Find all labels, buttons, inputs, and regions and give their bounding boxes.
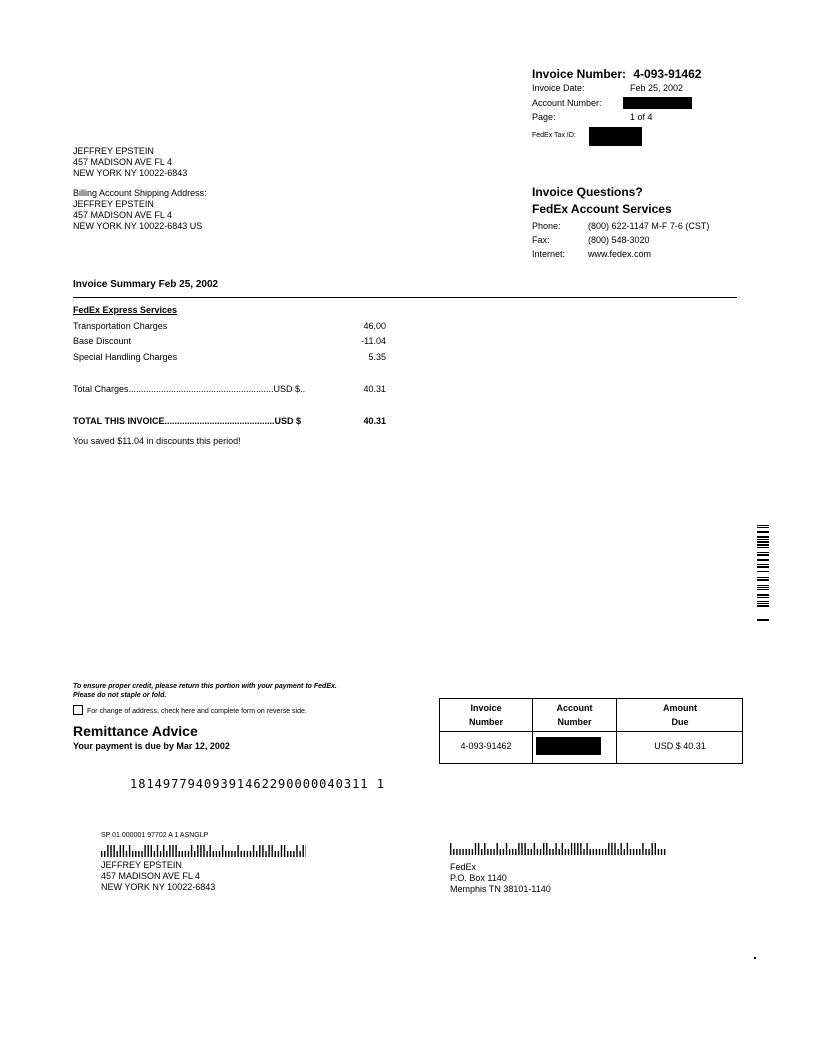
account-number-label: Account Number: [532, 98, 602, 108]
recipient-city: Memphis TN 38101-1140 [450, 884, 551, 894]
account-number-header [533, 701, 616, 729]
invoice-number-label: Invoice Number: [532, 67, 627, 81]
postal-bar [157, 845, 158, 857]
postal-bar [126, 851, 127, 857]
total-invoice-label: TOTAL THIS INVOICE............................................USD $ [73, 416, 302, 426]
barcode-bar [757, 603, 769, 604]
postal-bar [571, 843, 572, 855]
sender-postal-barcode [101, 845, 306, 857]
postal-bar [144, 845, 145, 857]
postal-bar [506, 843, 507, 855]
header-line: Invoice [470, 703, 502, 713]
postal-bar [135, 851, 136, 857]
postal-bar [534, 843, 535, 855]
phone-label: Phone: [532, 221, 561, 231]
address-change-label: For change of address, check here and complete form on reverse side. [87, 708, 307, 715]
postal-bar [555, 843, 556, 855]
postal-bar [528, 849, 529, 855]
postal-bar [493, 849, 494, 855]
postal-bar [602, 849, 603, 855]
postal-bar [172, 845, 173, 857]
barcode-bar [757, 619, 769, 621]
savings-message: You saved $11.04 in discounts this period! [73, 436, 241, 446]
total-charges-value: 40.31 [363, 384, 386, 394]
postal-bar [562, 843, 563, 855]
barcode-bar [757, 554, 769, 556]
postal-bar [228, 851, 229, 857]
postal-bar [500, 849, 501, 855]
postal-bar [490, 849, 491, 855]
postal-bar [608, 843, 609, 855]
barcode-bar [757, 601, 769, 602]
table-account-redaction [536, 737, 601, 755]
barcode-bar [757, 585, 769, 586]
page-mark [754, 957, 756, 959]
postal-bar [268, 845, 269, 857]
postal-bar [648, 849, 649, 855]
postal-bar [138, 851, 139, 857]
barcode-bar [757, 594, 769, 596]
ocr-scanline: 18149779409391462290000040311 1 [130, 777, 385, 791]
bill-to-city: NEW YORK NY 10022-6843 [73, 168, 188, 178]
postal-bar [123, 845, 124, 857]
fax-value: (800) 548-3020 [588, 235, 650, 245]
postal-bar [244, 851, 245, 857]
invoice-number-value: 4-093-91462 [633, 67, 702, 81]
postal-bar [284, 845, 285, 857]
postal-bar [120, 845, 121, 857]
recipient-postal-barcode [450, 843, 667, 855]
payment-due: Your payment is due by Mar 12, 2002 [73, 741, 230, 751]
postal-bar [275, 851, 276, 857]
postal-bar [574, 843, 575, 855]
sender-mailing-address [101, 860, 215, 893]
postal-bar [497, 843, 498, 855]
postal-bar [611, 843, 612, 855]
header-line: Number [468, 717, 503, 727]
postal-bar [484, 843, 485, 855]
postal-bar [586, 843, 587, 855]
postal-bar [272, 845, 273, 857]
postal-bar [450, 843, 451, 855]
postal-bar [197, 845, 198, 857]
total-invoice-value: 40.31 [363, 416, 386, 426]
barcode-bar [757, 539, 769, 540]
shipping-city: NEW YORK NY 10022-6843 US [73, 221, 203, 231]
remittance-note-1: To ensure proper credit, please return this portion with your payment to FedEx. [73, 683, 337, 690]
postal-bar [617, 849, 618, 855]
postal-bar [642, 843, 643, 855]
postal-bar [462, 849, 463, 855]
postal-bar [596, 849, 597, 855]
charge-value: 46.00 [363, 321, 386, 331]
sender-street: 457 MADISON AVE FL 4 [101, 871, 201, 881]
sender-name: JEFFREY EPSTEIN [101, 860, 182, 870]
recipient-mailing-address [450, 862, 551, 895]
postal-bar [478, 843, 479, 855]
questions-title: Invoice Questions? [532, 185, 643, 199]
barcode-bar [757, 577, 769, 578]
postal-bar [472, 849, 473, 855]
recipient-name: FedEx [450, 862, 477, 872]
postal-bar [627, 843, 628, 855]
total-charges-label [73, 384, 305, 394]
postal-bar [509, 849, 510, 855]
postal-bar [475, 843, 476, 855]
postal-bar [487, 849, 488, 855]
postal-bar [265, 851, 266, 857]
postal-bar [206, 851, 207, 857]
postal-bar [605, 849, 606, 855]
postal-bar [188, 851, 189, 857]
postal-bar [639, 849, 640, 855]
remittance-title: Remittance Advice [73, 723, 198, 739]
postal-bar [219, 851, 220, 857]
phone-value: (800) 622-1147 M-F 7-6 (CST) [588, 221, 710, 231]
postal-bar [278, 851, 279, 857]
summary-title: Invoice Summary Feb 25, 2002 [73, 279, 219, 290]
bill-to-name: JEFFREY EPSTEIN [73, 146, 154, 156]
invoice-date-value: Feb 25, 2002 [630, 83, 684, 93]
section-title: FedEx Express Services [73, 305, 178, 315]
postal-bar [222, 845, 223, 857]
postal-bar [166, 851, 167, 857]
postal-bar [624, 849, 625, 855]
postal-bar [163, 845, 164, 857]
postal-bar [658, 849, 659, 855]
barcode-bar [757, 564, 769, 565]
remittance-table [439, 698, 743, 764]
postal-bar [113, 845, 114, 857]
postal-bar [577, 843, 578, 855]
postal-bar [225, 851, 226, 857]
postal-bar [216, 851, 217, 857]
charge-label: Base Discount [73, 336, 132, 346]
tax-id-redaction [589, 127, 642, 146]
postal-bar [241, 851, 242, 857]
postal-bar [179, 851, 180, 857]
postal-bar [262, 845, 263, 857]
postal-bar [160, 851, 161, 857]
postal-bar [518, 843, 519, 855]
address-change-checkbox[interactable] [73, 705, 83, 715]
postal-bar [546, 843, 547, 855]
postal-bar [521, 843, 522, 855]
invoice-date-label: Invoice Date: [532, 83, 585, 93]
barcode-bar [757, 544, 769, 546]
barcode-bar [757, 536, 769, 538]
postal-bar [287, 851, 288, 857]
postal-bar [515, 849, 516, 855]
postal-bar [549, 849, 550, 855]
postal-bar [552, 849, 553, 855]
page-label: Page: [532, 112, 556, 122]
barcode-bar [757, 579, 769, 581]
invoice-number-header [440, 701, 532, 729]
header-line: Amount [663, 703, 697, 713]
postal-bar [175, 845, 176, 857]
postal-bar [466, 849, 467, 855]
bill-to-street: 457 MADISON AVE FL 4 [73, 157, 173, 167]
postal-bar [303, 845, 304, 857]
account-number-redaction [623, 97, 692, 109]
postal-bar [281, 845, 282, 857]
table-invoice-number: 4-093-91462 [460, 741, 512, 751]
amount-due-header [617, 701, 743, 729]
postal-bar [456, 849, 457, 855]
postal-bar [151, 845, 152, 857]
postal-bar [247, 851, 248, 857]
postal-bar [652, 843, 653, 855]
shipping-name: JEFFREY EPSTEIN [73, 199, 154, 209]
remittance-note-2: Please do not staple or fold. [73, 692, 167, 699]
vertical-barcode [757, 523, 769, 621]
postal-bar [524, 843, 525, 855]
postal-bar [580, 843, 581, 855]
barcode-bar [757, 571, 769, 572]
postal-bar [512, 849, 513, 855]
postal-bar [543, 843, 544, 855]
barcode-bar [757, 531, 769, 533]
postal-bar [593, 849, 594, 855]
bill-to-address [73, 146, 187, 179]
fax-label: Fax: [532, 235, 550, 245]
postal-bar [250, 851, 251, 857]
postal-bar [107, 845, 108, 857]
charge-value: -11.04 [361, 336, 386, 346]
barcode-bar [757, 527, 769, 528]
postal-bar [590, 849, 591, 855]
postal-bar [645, 849, 646, 855]
postal-bar [531, 849, 532, 855]
postal-bar [290, 851, 291, 857]
postal-bar [191, 845, 192, 857]
header-line: Number [557, 717, 592, 727]
postal-bar [185, 851, 186, 857]
header-line: Account [556, 703, 593, 713]
invoice-number-heading [532, 67, 701, 81]
postal-bar [565, 849, 566, 855]
postal-bar [453, 849, 454, 855]
charge-value: 5.35 [368, 352, 386, 362]
barcode-bar [757, 559, 769, 561]
postal-bar [299, 851, 300, 857]
postal-bar [132, 851, 133, 857]
postal-bar [559, 849, 560, 855]
charge-label: Special Handling Charges [73, 352, 178, 362]
shipping-street: 457 MADISON AVE FL 4 [73, 210, 173, 220]
sort-code: SP 01 000001 97702 A 1 ASNGLP [101, 832, 209, 839]
internet-label: Internet: [532, 249, 566, 259]
postal-bar [237, 845, 238, 857]
charge-label: Transportation Charges [73, 321, 168, 331]
postal-bar [101, 851, 102, 857]
barcode-bar [757, 552, 769, 553]
table-header-divider [440, 731, 742, 732]
barcode-bar [757, 597, 769, 598]
postal-bar [293, 851, 294, 857]
postal-bar [234, 851, 235, 857]
account-services-title: FedEx Account Services [532, 202, 672, 216]
postal-bar [661, 849, 662, 855]
postal-bar [296, 845, 297, 857]
sender-city: NEW YORK NY 10022-6843 [101, 882, 216, 892]
postal-bar [540, 849, 541, 855]
postal-bar [110, 845, 111, 857]
postal-bar [459, 849, 460, 855]
table-amount-due: USD $ 40.31 [654, 741, 706, 751]
postal-bar [117, 851, 118, 857]
barcode-bar [757, 605, 769, 607]
postal-bar [599, 849, 600, 855]
postal-bar [469, 849, 470, 855]
postal-bar [655, 843, 656, 855]
total-charges-text: Total Charges..........................................................USD $ [73, 384, 301, 394]
postal-bar [148, 845, 149, 857]
barcode-bar [757, 525, 769, 526]
postal-bar [664, 849, 665, 855]
postal-bar [104, 851, 105, 857]
postal-bar [203, 845, 204, 857]
postal-bar [194, 851, 195, 857]
postal-bar [537, 849, 538, 855]
postal-bar [481, 849, 482, 855]
postal-bar [169, 845, 170, 857]
postal-bar [253, 845, 254, 857]
postal-bar [259, 845, 260, 857]
total-charges-dots: .. [300, 384, 306, 394]
barcode-bar [757, 589, 769, 590]
remittance-notes [73, 682, 337, 700]
postal-bar [636, 849, 637, 855]
postal-bar [568, 849, 569, 855]
barcode-bar [757, 566, 769, 568]
page-value: 1 of 4 [630, 112, 653, 122]
postal-bar [503, 849, 504, 855]
postal-bar [231, 851, 232, 857]
recipient-po-box: P.O. Box 1140 [450, 873, 507, 883]
barcode-bar [757, 547, 769, 548]
postal-bar [141, 851, 142, 857]
shipping-address-label: Billing Account Shipping Address: [73, 188, 207, 198]
tax-id-label: FedEx Tax ID: [532, 132, 576, 139]
postal-bar [614, 843, 615, 855]
barcode-bar [757, 587, 769, 588]
postal-bar [154, 851, 155, 857]
shipping-address [73, 188, 207, 232]
postal-bar [256, 851, 257, 857]
postal-bar [210, 845, 211, 857]
summary-divider [73, 297, 737, 298]
postal-bar [633, 849, 634, 855]
postal-bar [200, 845, 201, 857]
internet-link[interactable]: www.fedex.com [588, 249, 652, 259]
postal-bar [213, 851, 214, 857]
postal-bar [583, 849, 584, 855]
header-line: Due [671, 717, 689, 727]
postal-bar [182, 851, 183, 857]
postal-bar [621, 843, 622, 855]
postal-bar [630, 849, 631, 855]
postal-bar [129, 845, 130, 857]
barcode-bar [757, 541, 769, 543]
